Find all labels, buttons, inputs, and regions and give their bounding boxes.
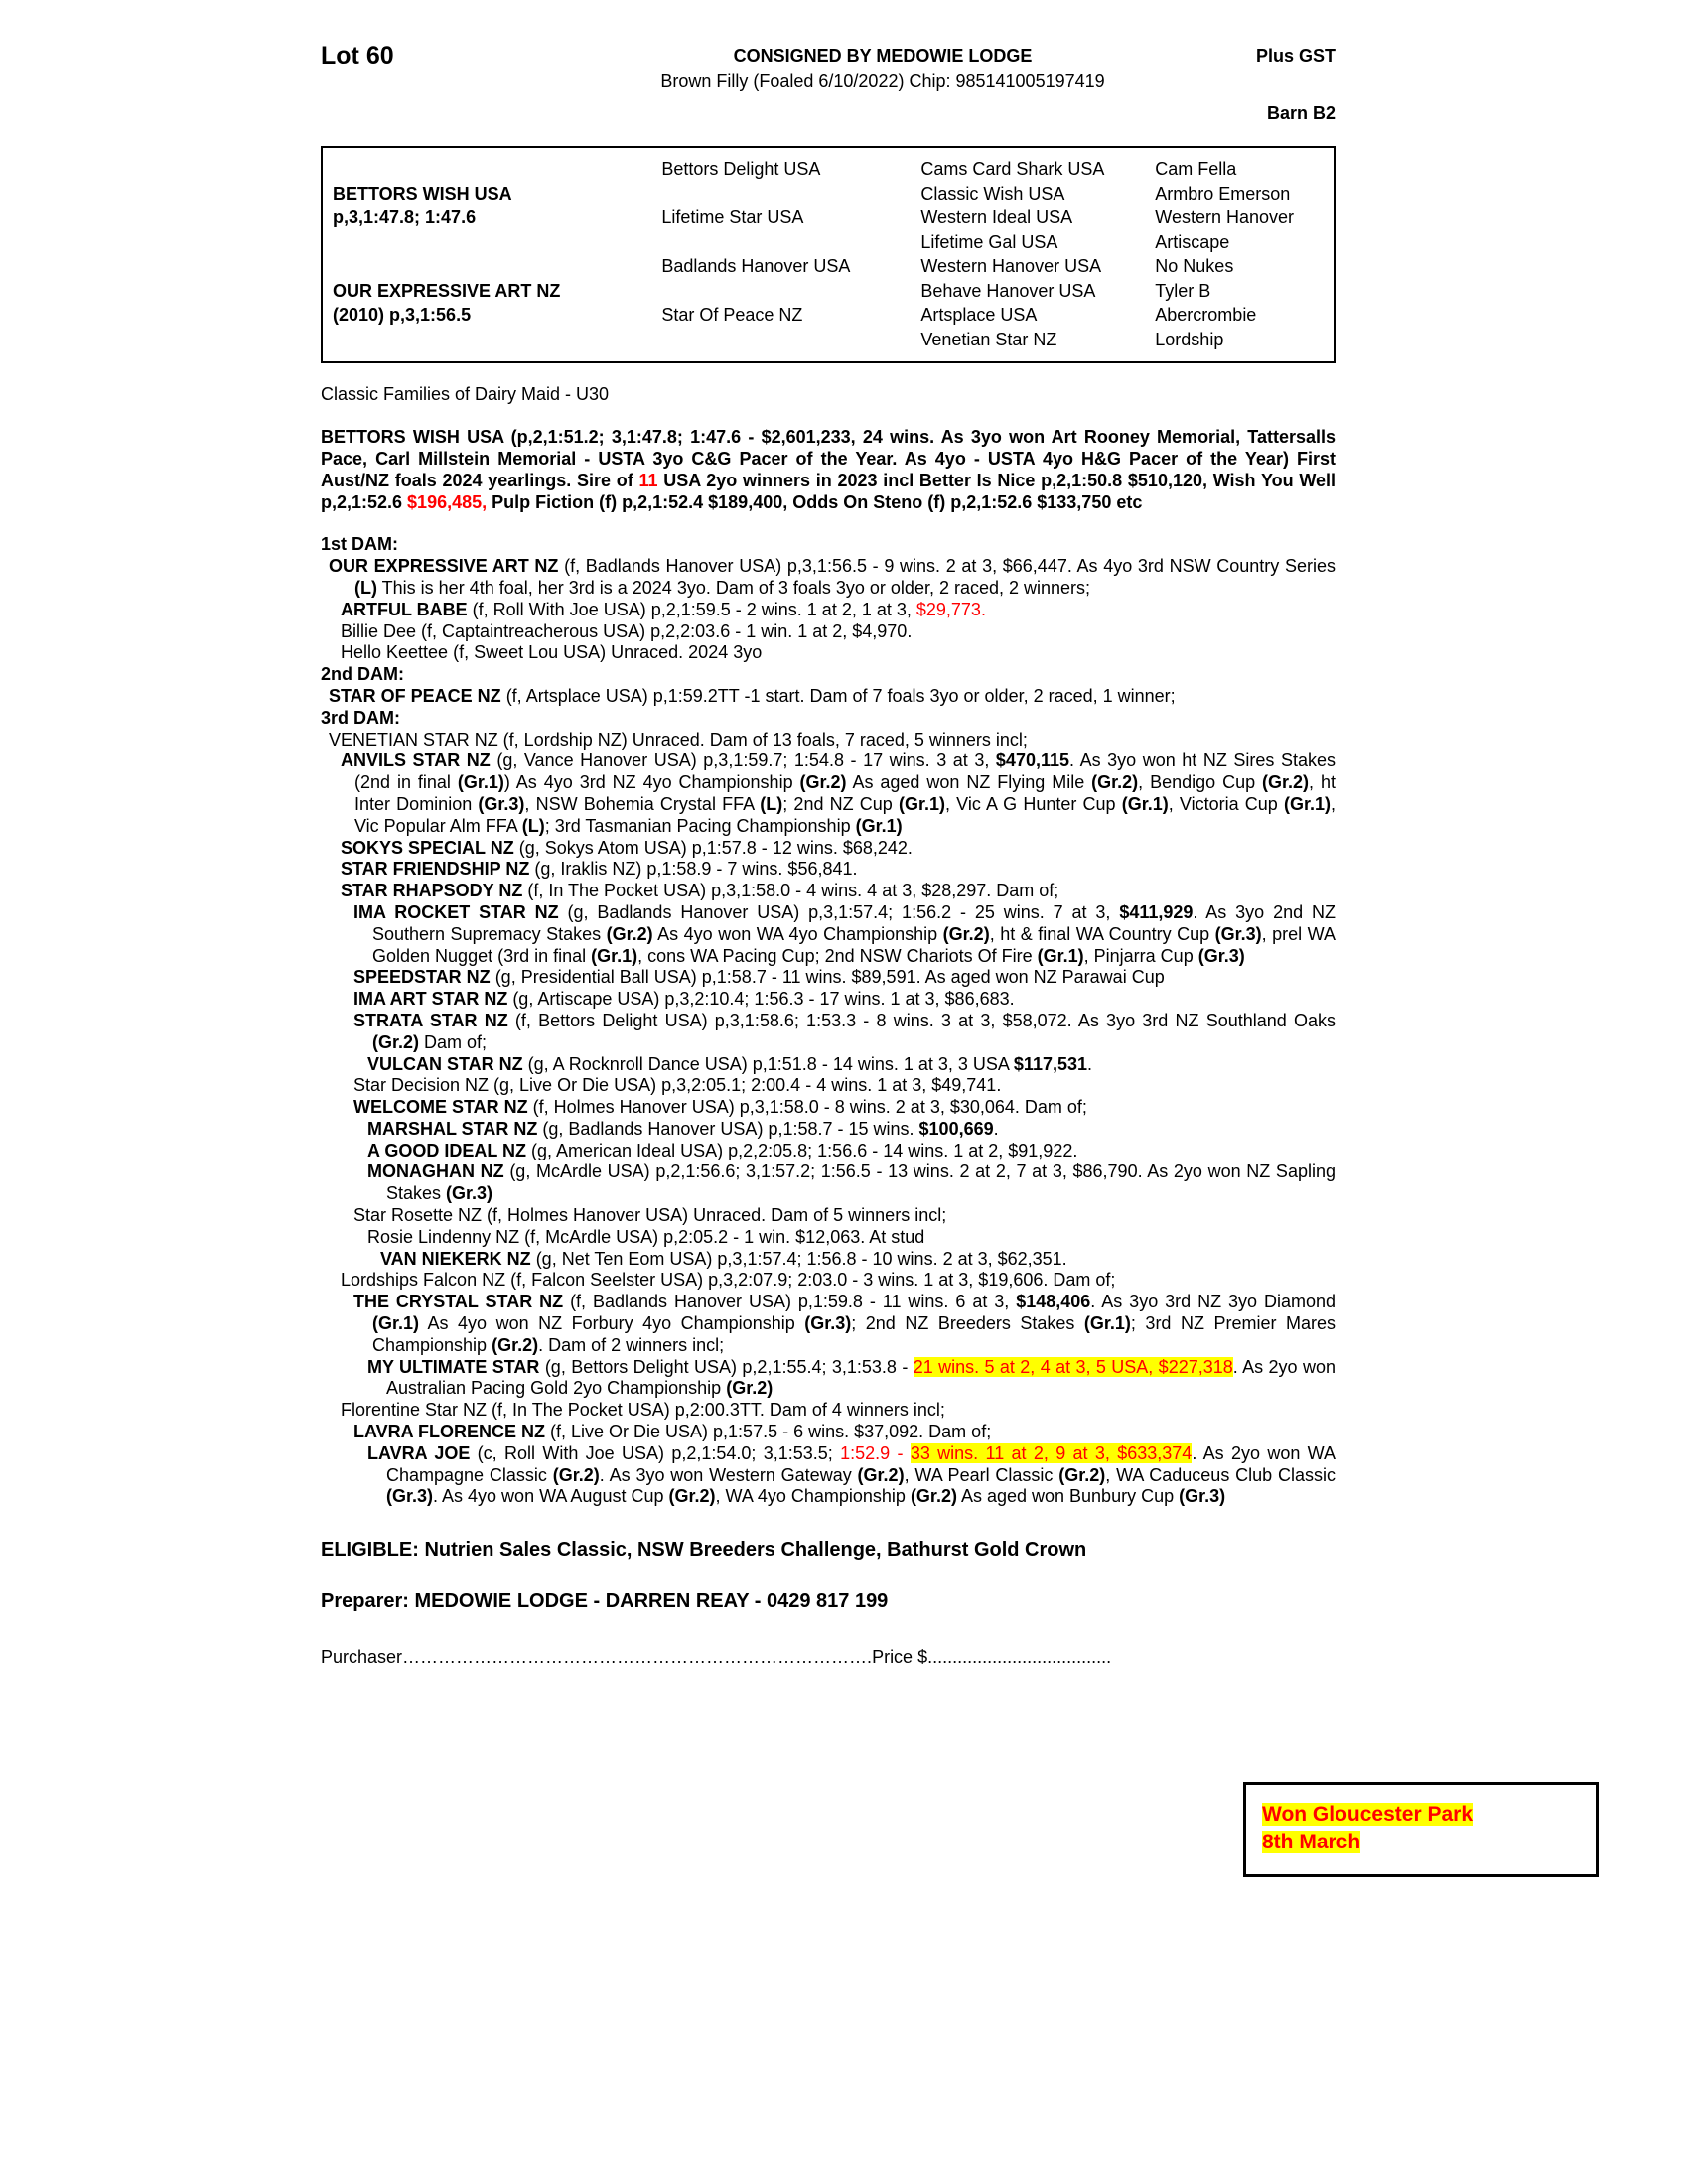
text-segment: (g, Artiscape USA) p,3,2:10.4; 1:56.3 - 17 wins. 1 at 3, $86,683. (512, 989, 1015, 1010)
pedigree-line (321, 1357, 1336, 1401)
pedigree-line (321, 1292, 1336, 1356)
text-segment: (Gr.2) (857, 1464, 905, 1485)
text-segment: USA 2yo winners in 2023 incl Better Is Nice p,2,1:50.8 $510,120, Wish You Well p,2,1:52.6 (321, 470, 1336, 512)
text-segment: , Vic A G Hunter Cup (944, 793, 1122, 814)
pedigree-line (321, 556, 1336, 600)
text-segment: (f, Artsplace USA) p,1:59.2TT -1 start. Dam of 7 foals 3yo or older, 2 raced, 1 winner; (505, 685, 1176, 706)
pedigree-line (321, 1270, 1336, 1292)
text-segment: 11 (638, 470, 658, 490)
text-segment: STAR FRIENDSHIP NZ (341, 859, 535, 880)
pedigree-line (321, 1119, 1336, 1141)
annotation-text: 8th March (1262, 1831, 1361, 1853)
purchaser-blank-field: ……………………………………………………………………. (402, 1646, 873, 1667)
text-segment: (f, Roll With Joe USA) p,2,1:59.5 - 2 wins. 1 at 2, 1 at 3, (472, 599, 916, 619)
pedigree-line (321, 600, 1336, 621)
text-segment: (Gr.3) (1214, 923, 1262, 944)
pedigree-line (321, 989, 1336, 1011)
text-segment: . (993, 1118, 999, 1139)
pedigree-line (321, 1205, 1336, 1227)
text-segment: (L) (354, 577, 377, 598)
pedigree-line (321, 1097, 1336, 1119)
text-segment: , Bendigo Cup (1138, 772, 1263, 793)
purchaser-label: Purchaser (321, 1646, 403, 1667)
text-segment: (f, In The Pocket USA) p,3,1:58.0 - 4 wins. 4 at 3, $28,297. Dam of; (527, 881, 1059, 901)
pedigree-table-cell: Star Of Peace NZ (661, 305, 803, 326)
text-segment: SOKYS SPECIAL NZ (341, 837, 519, 858)
pedigree-table-cell: Bettors Delight USA (661, 159, 821, 180)
pedigree-line (321, 642, 1336, 664)
pedigree-table-row (333, 303, 1330, 328)
pedigree-table-cell (661, 230, 920, 255)
text-segment: $196,485, (407, 491, 488, 512)
pedigree-line (321, 1400, 1336, 1422)
text-segment: . As 3yo won ht NZ Sires Stakes (2nd in final (354, 751, 1336, 793)
text-segment: VULCAN STAR NZ (367, 1053, 528, 1074)
pedigree-table-row (333, 328, 1330, 352)
text-segment: , ht & final WA Country Cup (989, 923, 1215, 944)
text-segment: (g, Sokys Atom USA) p,1:57.8 - 12 wins. $68,242. (518, 837, 913, 858)
price-blank-field: ..................................... (927, 1646, 1112, 1667)
text-segment: (Gr.2) (668, 1486, 716, 1507)
text-segment: (g, Badlands Hanover USA) p,3,1:57.4; 1:56.2 - 25 wins. 7 at 3, (567, 901, 1120, 922)
text-segment: , cons WA Pacing Cup; 2nd NSW Chariots Of Fire (637, 945, 1038, 966)
text-segment: Star Decision NZ (g, Live Or Die USA) p,3,2:05.1; 2:00.4 - 4 wins. 1 at 3, $49,741. (353, 1075, 1002, 1096)
eligibility-line: ELIGIBLE: Nutrien Sales Classic, NSW Breeders Challenge, Bathurst Gold Crown (321, 1539, 1087, 1562)
pedigree-line (321, 902, 1336, 967)
text-segment: Rosie Lindenny NZ (f, McArdle USA) p,2:05.2 - 1 win. $12,063. At stud (367, 1226, 925, 1247)
text-segment: (g, Presidential Ball USA) p,1:58.7 - 11 wins. $89,591. As aged won NZ Parawai Cup (494, 967, 1165, 988)
text-segment: (g, Bettors Delight USA) p,2,1:55.4; 3,1:53.8 - (544, 1356, 914, 1377)
text-segment: (g, American Ideal USA) p,2,2:05.8; 1:56.6 - 14 wins. 1 at 2, $91,922. (531, 1140, 1078, 1160)
text-segment: THE CRYSTAL STAR NZ (353, 1292, 571, 1312)
text-segment: (g, A Rocknroll Dance USA) p,1:51.8 - 14 wins. 1 at 3, 3 USA (527, 1053, 1014, 1074)
text-segment: MY ULTIMATE STAR (367, 1356, 545, 1377)
text-segment: (Gr.1) (1283, 793, 1331, 814)
pedigree-table-cell: Lordship (1155, 329, 1224, 349)
pedigree-table-cell: Badlands Hanover USA (661, 256, 851, 277)
text-segment: (Gr.2) (910, 1486, 957, 1507)
text-segment: MONAGHAN NZ (367, 1161, 510, 1182)
text-segment: (Gr.2) (492, 1334, 539, 1355)
text-segment: LAVRA FLORENCE NZ (353, 1422, 550, 1442)
pedigree-table-row (333, 157, 1330, 182)
text-segment: 1:52.9 - (840, 1442, 911, 1463)
pedigree-table-cell: Artsplace USA (920, 305, 1038, 326)
text-segment: $29,773. (915, 599, 986, 619)
text-segment: As aged won Bunbury Cup (956, 1486, 1180, 1507)
pedigree-table-cell: Abercrombie (1155, 305, 1257, 326)
pedigree-table-row (333, 182, 1330, 206)
pedigree-table-cell: OUR EXPRESSIVE ART NZ (333, 280, 561, 301)
pedigree-table-cell: Western Ideal USA (920, 207, 1073, 228)
pedigree-table-cell: Venetian Star NZ (920, 329, 1057, 349)
annotation-text: Won Gloucester Park (1262, 1803, 1474, 1826)
text-segment: Billie Dee (f, Captaintreacherous USA) p,2,2:03.6 - 1 win. 1 at 2, $4,970. (341, 620, 913, 641)
text-segment: (f, Badlands Hanover USA) p,3,1:56.5 - 9 wins. 2 at 3, $66,447. As 4yo 3rd NSW Country Series (564, 556, 1336, 577)
text-segment: 3rd DAM: (321, 707, 400, 728)
text-segment: (g, McArdle USA) p,2,1:56.6; 3,1:57.2; 1:56.5 - 13 wins. 2 at 2, 7 at 3, $86,790. As 2yo won NZ Sapling Stakes (386, 1161, 1336, 1204)
pedigree-line (321, 838, 1336, 860)
pedigree-table-cell: Western Hanover (1155, 207, 1295, 228)
text-segment: . As 4yo won WA August Cup (433, 1486, 669, 1507)
text-segment: $470,115 (995, 751, 1070, 771)
annotation-line (1262, 1829, 1582, 1856)
pedigree-line (321, 708, 1336, 730)
pedigree-table-cell (333, 157, 661, 182)
text-segment: . (1087, 1053, 1093, 1074)
text-segment: , ht Inter Dominion (354, 772, 1336, 814)
text-segment: BETTORS WISH USA (p,2,1:51.2; 3,1:47.8; 1:47.6 - $2,601,233, 24 wins. As 3yo won Art Rooney Memorial, Tattersalls Pace, Carl Millstein Memorial - USTA 3yo C&G Pacer of the Year. As 4yo - USTA 4yo H&G Pacer of the Year) First Aust/NZ foals 2024 yearlings. Sire of (321, 427, 1336, 490)
pedigree-table-cell (661, 182, 920, 206)
text-segment: Florentine Star NZ (f, In The Pocket USA) p,2:00.3TT. Dam of 4 winners incl; (341, 1400, 945, 1421)
text-segment: A GOOD IDEAL NZ (367, 1140, 532, 1160)
text-segment: , WA Pearl Classic (904, 1464, 1059, 1485)
pedigree-table-cell: No Nukes (1155, 256, 1234, 277)
pedigree-line (321, 881, 1336, 902)
text-segment: $117,531 (1013, 1053, 1088, 1074)
pedigree-line (321, 1443, 1336, 1508)
text-segment: 1st DAM: (321, 534, 399, 555)
pedigree-line (321, 621, 1336, 643)
text-segment: (f, Holmes Hanover USA) p,3,1:58.0 - 8 wins. 2 at 3, $30,064. Dam of; (532, 1097, 1087, 1118)
text-segment: , Pinjarra Cup (1083, 945, 1198, 966)
text-segment: . Dam of 2 winners incl; (538, 1334, 725, 1355)
pedigree-line (321, 967, 1336, 989)
pedigree-line (321, 1422, 1336, 1443)
pedigree-line (321, 1249, 1336, 1271)
text-segment: (Gr.1) (1083, 1313, 1131, 1334)
text-segment: STAR RHAPSODY NZ (341, 881, 528, 901)
text-segment: (g, Net Ten Eom USA) p,3,1:57.4; 1:56.8 - 10 wins. 2 at 3, $62,351. (535, 1248, 1067, 1269)
text-segment: ANVILS STAR NZ (341, 751, 497, 771)
text-segment: (f, Badlands Hanover USA) p,1:59.8 - 11 wins. 6 at 3, (570, 1292, 1017, 1312)
text-segment: (Gr.3) (446, 1183, 493, 1204)
race-win-annotation-box (1243, 1782, 1599, 1877)
text-segment: (Gr.3) (386, 1486, 434, 1507)
gst-note: Plus GST (1255, 46, 1336, 66)
consignor-line: CONSIGNED BY MEDOWIE LODGE (733, 46, 1033, 66)
page-header (321, 42, 1336, 93)
text-segment: (Gr.3) (1179, 1486, 1226, 1507)
text-segment: Hello Keettee (f, Sweet Lou USA) Unraced. 2024 3yo (341, 642, 763, 663)
purchaser-line (321, 1647, 1336, 1669)
text-segment: . As 2yo won WA Champagne Classic (386, 1442, 1336, 1485)
text-segment: WELCOME STAR NZ (353, 1097, 533, 1118)
pedigree-table-cell: Armbro Emerson (1155, 183, 1291, 204)
text-segment: ; 3rd NZ Premier Mares Championship (372, 1313, 1336, 1355)
text-segment: (Gr.2) (1262, 772, 1310, 793)
text-segment: , prel WA Golden Nugget (3rd in final (372, 923, 1336, 966)
text-segment: VENETIAN STAR NZ (f, Lordship NZ) Unraced. Dam of 13 foals, 7 raced, 5 winners incl; (329, 729, 1028, 750)
text-segment: MARSHAL STAR NZ (367, 1118, 543, 1139)
pedigree-table-cell: Lifetime Star USA (661, 207, 804, 228)
text-segment: STAR OF PEACE NZ (329, 685, 506, 706)
text-segment: (Gr.2) (1058, 1464, 1106, 1485)
pedigree-line (321, 1161, 1336, 1205)
text-segment: (f, Bettors Delight USA) p,3,1:58.6; 1:53.3 - 8 wins. 3 at 3, $58,072. As 3yo 3rd NZ Southland Oaks (514, 1010, 1336, 1030)
text-segment: ; 3rd Tasmanian Pacing Championship (544, 815, 856, 836)
pedigree-table-cell: Cams Card Shark USA (920, 159, 1105, 180)
text-segment: (g, Vance Hanover USA) p,3,1:59.7; 1:54.8 - 17 wins. 3 at 3, (496, 751, 996, 771)
text-segment: (Gr.1) (1037, 945, 1084, 966)
text-segment: (Gr.1) (591, 945, 638, 966)
pedigree-table-cell (661, 328, 920, 352)
pedigree-line (321, 1227, 1336, 1249)
pedigree-table-cell (333, 328, 661, 352)
pedigree-line (321, 1075, 1336, 1097)
text-segment: As 4yo won WA 4yo Championship (652, 923, 943, 944)
text-segment: ; 2nd NZ Cup (782, 793, 899, 814)
pedigree-line (321, 686, 1336, 708)
text-segment: SPEEDSTAR NZ (353, 967, 495, 988)
text-segment: (f, Live Or Die USA) p,1:57.5 - 6 wins. $37,092. Dam of; (550, 1422, 992, 1442)
text-segment: , Vic Popular Alm FFA (354, 793, 1336, 836)
text-segment: $411,929 (1119, 901, 1194, 922)
pedigree-table (321, 146, 1336, 363)
header-center (549, 46, 1216, 93)
text-segment: As aged won NZ Flying Mile (846, 772, 1092, 793)
text-segment: . As 3yo won Western Gateway (599, 1464, 858, 1485)
price-label: Price $ (872, 1646, 928, 1667)
pedigree-line (321, 751, 1336, 837)
pedigree-table-cell: Lifetime Gal USA (920, 231, 1058, 252)
text-segment: STRATA STAR NZ (353, 1010, 515, 1030)
text-segment: (g, Iraklis NZ) p,1:58.9 - 7 wins. $56,841. (534, 859, 858, 880)
text-segment: 2nd DAM: (321, 664, 404, 685)
text-segment: VAN NIEKERK NZ (380, 1248, 536, 1269)
pedigree-table-row (333, 230, 1330, 255)
text-segment: As 4yo won NZ Forbury 4yo Championship (419, 1313, 805, 1334)
pedigree-table-row (333, 205, 1330, 230)
pedigree-line (321, 730, 1336, 751)
text-segment: (L) (760, 793, 783, 814)
pedigree-line (321, 534, 1336, 556)
text-segment: , WA 4yo Championship (715, 1486, 911, 1507)
pedigree-table-cell: p,3,1:47.8; 1:47.6 (333, 207, 477, 228)
annotation-line (1262, 1801, 1582, 1829)
text-segment: OUR EXPRESSIVE ART NZ (329, 556, 565, 577)
text-segment: Dam of; (419, 1031, 488, 1052)
text-segment: (Gr.2) (552, 1464, 600, 1485)
text-segment: 33 wins. 11 at 2, 9 at 3, $633,374 (910, 1442, 1193, 1463)
pedigree-line (321, 1054, 1336, 1076)
pedigree-table-cell: Cam Fella (1155, 159, 1237, 180)
text-segment: (Gr.1) (898, 793, 945, 814)
text-segment: (Gr.2) (799, 772, 847, 793)
pedigree-table-row (333, 279, 1330, 304)
pedigree-table-cell: Classic Wish USA (920, 183, 1065, 204)
text-segment: ARTFUL BABE (341, 599, 473, 619)
pedigree-line (321, 1011, 1336, 1054)
pedigree-table-cell: BETTORS WISH USA (333, 183, 512, 204)
pedigree-table-cell (333, 230, 661, 255)
text-segment: . As 3yo 3rd NZ 3yo Diamond (1090, 1292, 1336, 1312)
pedigree-table-cell (333, 254, 661, 279)
text-segment: This is her 4th foal, her 3rd is a 2024 3yo. Dam of 3 foals 3yo or older, 2 raced, 2 winners; (376, 577, 1091, 598)
pedigree-table-row (333, 254, 1330, 279)
text-segment: (Gr.2) (942, 923, 990, 944)
text-segment: (Gr.1) (855, 815, 903, 836)
lot-number: Lot 60 (321, 42, 394, 69)
pedigree-table-cell (661, 279, 920, 304)
text-segment: (Gr.1) (457, 772, 504, 793)
pedigree-line (321, 427, 1336, 513)
text-segment: $148,406 (1016, 1292, 1091, 1312)
text-segment: (c, Roll With Joe USA) p,2,1:54.0; 3,1:53.5; (477, 1442, 841, 1463)
pedigree-line (321, 1141, 1336, 1162)
pedigree-line (321, 384, 1336, 406)
text-segment: Pulp Fiction (f) p,2,1:52.4 $189,400, Odds On Steno (f) p,2,1:52.6 $133,750 etc (487, 491, 1143, 512)
text-segment: (Gr.1) (372, 1313, 420, 1334)
text-segment: . As 3yo 2nd NZ Southern Supremacy Stakes (372, 901, 1336, 944)
pedigree-line (321, 859, 1336, 881)
text-segment: Star Rosette NZ (f, Holmes Hanover USA) Unraced. Dam of 5 winners incl; (353, 1205, 947, 1226)
barn-number: Barn B2 (1266, 102, 1336, 123)
text-segment: (g, Badlands Hanover USA) p,1:58.7 - 15 wins. (542, 1118, 919, 1139)
pedigree-table-cell: Behave Hanover USA (920, 280, 1096, 301)
text-segment: 21 wins. 5 at 2, 4 at 3, 5 USA, $227,318 (913, 1356, 1233, 1377)
text-segment: , NSW Bohemia Crystal FFA (524, 793, 761, 814)
pedigree-table-cell: Western Hanover USA (920, 256, 1102, 277)
text-segment: IMA ART STAR NZ (353, 989, 513, 1010)
text-segment: , WA Caduceus Club Classic (1105, 1464, 1336, 1485)
text-segment: Classic Families of Dairy Maid - U30 (321, 384, 610, 405)
text-segment: (Gr.2) (372, 1031, 420, 1052)
text-segment: (Gr.3) (1197, 945, 1245, 966)
pedigree-line (321, 664, 1336, 686)
text-segment: , Victoria Cup (1168, 793, 1284, 814)
text-segment: (Gr.2) (1091, 772, 1139, 793)
pedigree-body (321, 384, 1336, 1508)
text-segment: (Gr.2) (726, 1378, 774, 1399)
text-segment: (L) (521, 815, 545, 836)
horse-description: Brown Filly (Foaled 6/10/2022) Chip: 985141005197419 (660, 70, 1105, 91)
text-segment: Lordships Falcon NZ (f, Falcon Seelster USA) p,3,2:07.9; 2:03.0 - 3 wins. 1 at 3, $19,606. Dam of; (341, 1270, 1116, 1291)
preparer-line: Preparer: MEDOWIE LODGE - DARREN REAY - 0429 817 199 (321, 1590, 889, 1613)
pedigree-table-cell: (2010) p,3,1:56.5 (333, 305, 472, 326)
text-segment: (Gr.2) (606, 923, 653, 944)
text-segment: IMA ROCKET STAR NZ (353, 901, 568, 922)
text-segment: (Gr.3) (804, 1313, 852, 1334)
text-segment: . As 2yo won Australian Pacing Gold 2yo Championship (386, 1356, 1336, 1399)
text-segment: ) As 4yo 3rd NZ 4yo Championship (503, 772, 800, 793)
text-segment: (Gr.3) (478, 793, 525, 814)
text-segment: ; 2nd NZ Breeders Stakes (851, 1313, 1084, 1334)
text-segment: (Gr.1) (1121, 793, 1169, 814)
pedigree-table-cell: Tyler B (1155, 280, 1211, 301)
pedigree-table-cell: Artiscape (1155, 231, 1230, 252)
text-segment: LAVRA JOE (367, 1442, 478, 1463)
text-segment: $100,669 (918, 1118, 994, 1139)
